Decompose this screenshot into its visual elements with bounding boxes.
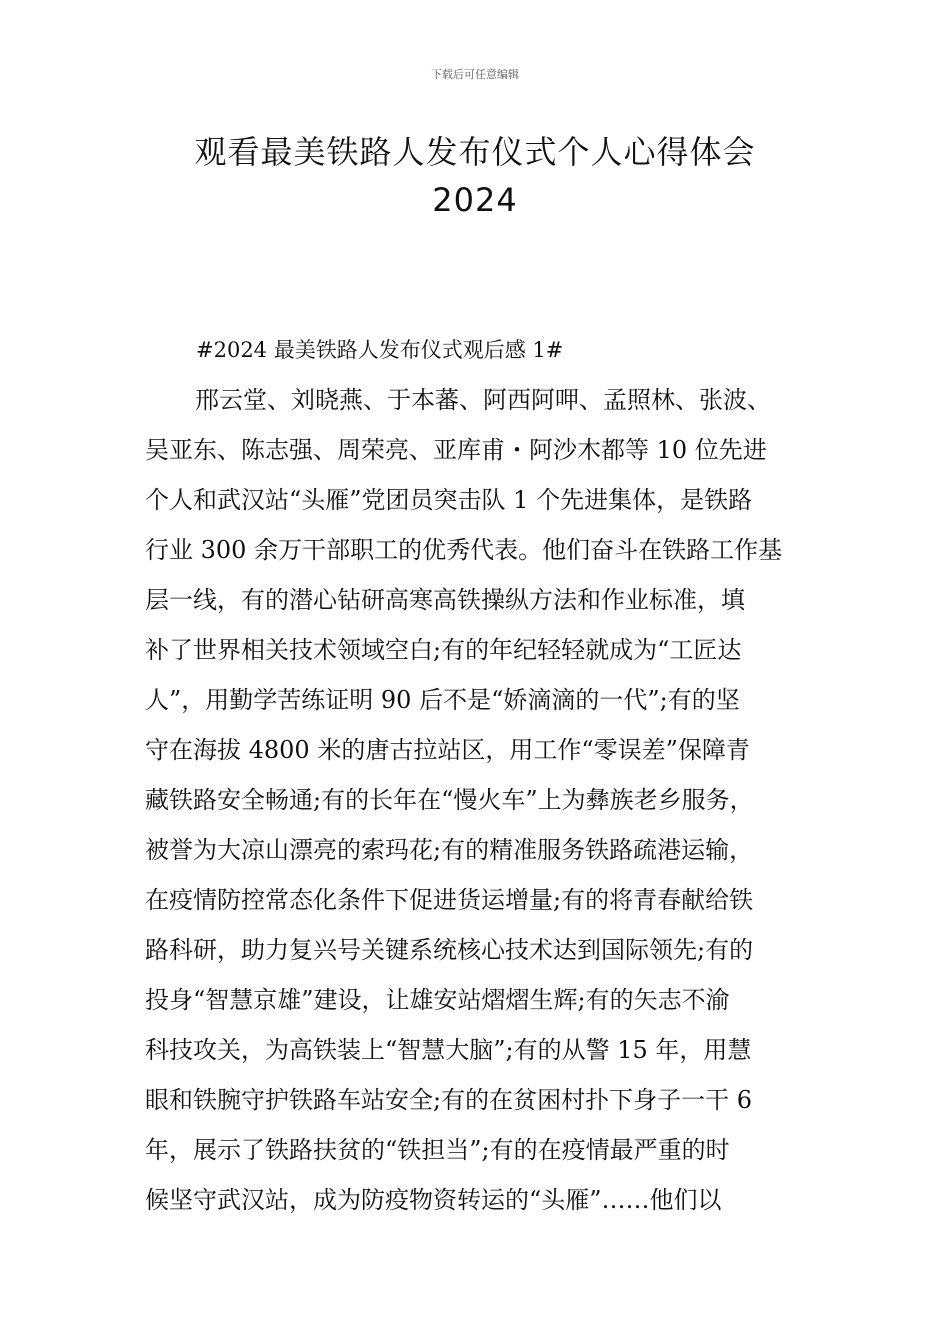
paragraph-line: 投身“智慧京雄”建设，让雄安站熠熠生辉;有的矢志不渝 <box>145 986 730 1014</box>
paragraph-line: 个人和武汉站“头雁”党团员突击队 1 个先进集体，是铁路 <box>145 486 753 514</box>
body-paragraph <box>145 378 835 1228</box>
paragraph-line: 邢云堂、刘晓燕、于本蕃、阿西阿呷、孟照林、张波、 <box>195 386 771 414</box>
document-title <box>0 128 950 224</box>
section-subheading: #2024 最美铁路人发布仪式观后感 1# <box>196 338 564 362</box>
title-line-2: 2024 <box>432 181 518 219</box>
paragraph-line: 被誉为大凉山漂亮的索玛花;有的精准服务铁路疏港运输， <box>145 836 754 864</box>
paragraph-line: 层一线，有的潜心钻研高寒高铁操纵方法和作业标准，填 <box>145 586 745 614</box>
paragraph-line: 行业 300 余万干部职工的优秀代表。他们奋斗在铁路工作基 <box>145 536 783 564</box>
paragraph-line: 眼和铁腕守护铁路车站安全;有的在贫困村扑下身子一干 6 <box>145 1086 752 1114</box>
header-note: 下载后可任意编辑 <box>431 68 519 81</box>
title-line-1: 观看最美铁路人发布仪式个人心得体会 <box>194 133 756 171</box>
paragraph-line: 人”，用勤学苦练证明 90 后不是“娇滴滴的一代”;有的坚 <box>145 686 740 714</box>
paragraph-line: 年，展示了铁路扶贫的“铁担当”;有的在疫情最严重的时 <box>145 1136 730 1164</box>
paragraph-line: 在疫情防控常态化条件下促进货运增量;有的将青春献给铁 <box>145 886 754 914</box>
paragraph-line: 路科研，助力复兴号关键系统核心技术达到国际领先;有的 <box>145 936 754 964</box>
paragraph-line: 候坚守武汉站，成为防疫物资转运的“头雁”……他们以 <box>145 1186 722 1214</box>
paragraph-line: 补了世界相关技术领域空白;有的年纪轻轻就成为“工匠达 <box>145 636 742 664</box>
paragraph-line: 藏铁路安全畅通;有的长年在“慢火车”上为彝族老乡服务， <box>145 786 754 814</box>
paragraph-line: 守在海拔 4800 米的唐古拉站区，用工作“零误差”保障青 <box>145 736 750 764</box>
paragraph-line: 科技攻关，为高铁装上“智慧大脑”;有的从警 15 年，用慧 <box>145 1036 752 1064</box>
paragraph-line: 吴亚东、陈志强、周荣亮、亚库甫・阿沙木都等 10 位先进 <box>145 436 767 464</box>
